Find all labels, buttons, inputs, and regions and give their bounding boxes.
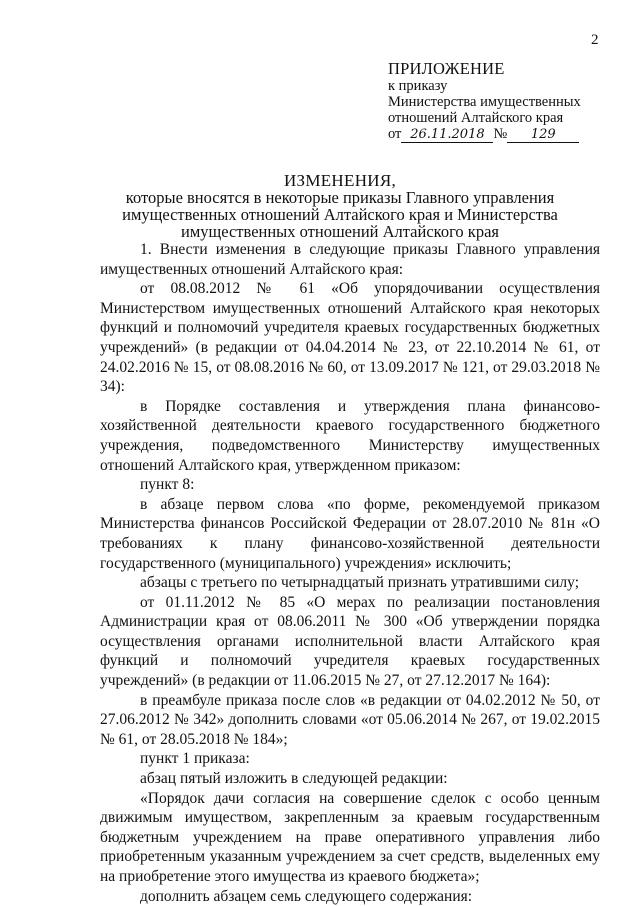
paragraph: 1. Внести изменения в следующие приказы Главного управления имущественных отношений Алтайского края: <box>100 241 600 278</box>
heading-line-1: которые вносятся в некоторые приказы Главного управления <box>125 188 555 207</box>
handwritten-date: 26.11.2018 <box>401 127 493 143</box>
appendix-line-3: отношений Алтайского края <box>388 110 564 126</box>
heading-line-2: имущественных отношений Алтайского края и Министерства <box>122 205 558 224</box>
paragraph: от 01.11.2012 № 85 «О мерах по реализации постановления Администрации края от 08.06.2011 № 300 «Об утверждении порядка осуществления органами исполнительной власти Алтайского края функций и полномочий учредителя краевых государственных учреждений» (в редакции от 11.06.2015 № 27, от 27.12.2017 № 164): <box>100 593 600 690</box>
paragraph: пункт 1 приказа: <box>140 750 250 768</box>
appendix-line-2: Министерства имущественных <box>388 94 581 110</box>
paragraph: дополнить абзацем семь следующего содержания: <box>140 887 473 905</box>
paragraph: «Порядок дачи согласия на совершение сделок с особо ценным движимым имуществом, закрепленным за краевым государственным бюджетным учреждением на праве оперативного управления либо приобретенным указанным учреждением за счет средств, выделенных ему на приобретение этого имущества из краевого бюджета»; <box>100 789 600 885</box>
paragraph: абзац пятый изложить в следующей редакции: <box>140 770 448 788</box>
heading-title: ИЗМЕНЕНИЯ, <box>283 171 397 190</box>
appendix-line-1: к приказу <box>388 78 448 94</box>
document-heading <box>120 172 560 240</box>
page-number: 2 <box>591 32 599 48</box>
heading-line-3: имущественных отношений Алтайского края <box>181 222 499 241</box>
paragraph: в преамбуле приказа после слов «в редакции от 04.02.2012 № 50, от 27.06.2012 № 342» дополнить словами «от 05.06.2014 № 267, от 19.02.2015 № 61, от 28.05.2018 № 184»; <box>100 691 600 748</box>
paragraph: пункт 8: <box>140 476 195 494</box>
appendix-title: ПРИЛОЖЕНИЕ <box>388 59 505 78</box>
appendix-date-line <box>388 126 581 143</box>
document-body <box>100 240 600 906</box>
handwritten-number: 129 <box>507 127 579 143</box>
appendix-block <box>388 60 581 143</box>
paragraph: абзацы с третьего по четырнадцатый признать утратившими силу; <box>140 574 579 592</box>
paragraph: в Порядке составления и утверждения плана финансово-хозяйственной деятельности краевого государственного бюджетного учреждения, подведомственного Министерству имущественных отношений Алтайского края, утвержденном приказом: <box>100 397 600 474</box>
number-prefix: № <box>493 126 508 142</box>
paragraph: в абзаце первом слова «по форме, рекомендуемой приказом Министерства финансов Российской Федерации от 28.07.2010 № 81н «О требованиях к плану финансово-хозяйственной деятельности государственного (муниципального) учреждения» исключить; <box>100 495 600 572</box>
paragraph: от 08.08.2012 № 61 «Об упорядочивании осуществления Министерством имущественных отношений Алтайского края некоторых функций и полномочий учредителя краевых государственных бюджетных учреждений» (в редакции от 04.04.2014 № 23, от 22.10.2014 № 61, от 24.02.2016 № 15, от 08.08.2016 № 60, от 13.09.2017 № 121, от 29.03.2018 № 34): <box>100 280 600 396</box>
date-prefix: от <box>388 126 402 142</box>
